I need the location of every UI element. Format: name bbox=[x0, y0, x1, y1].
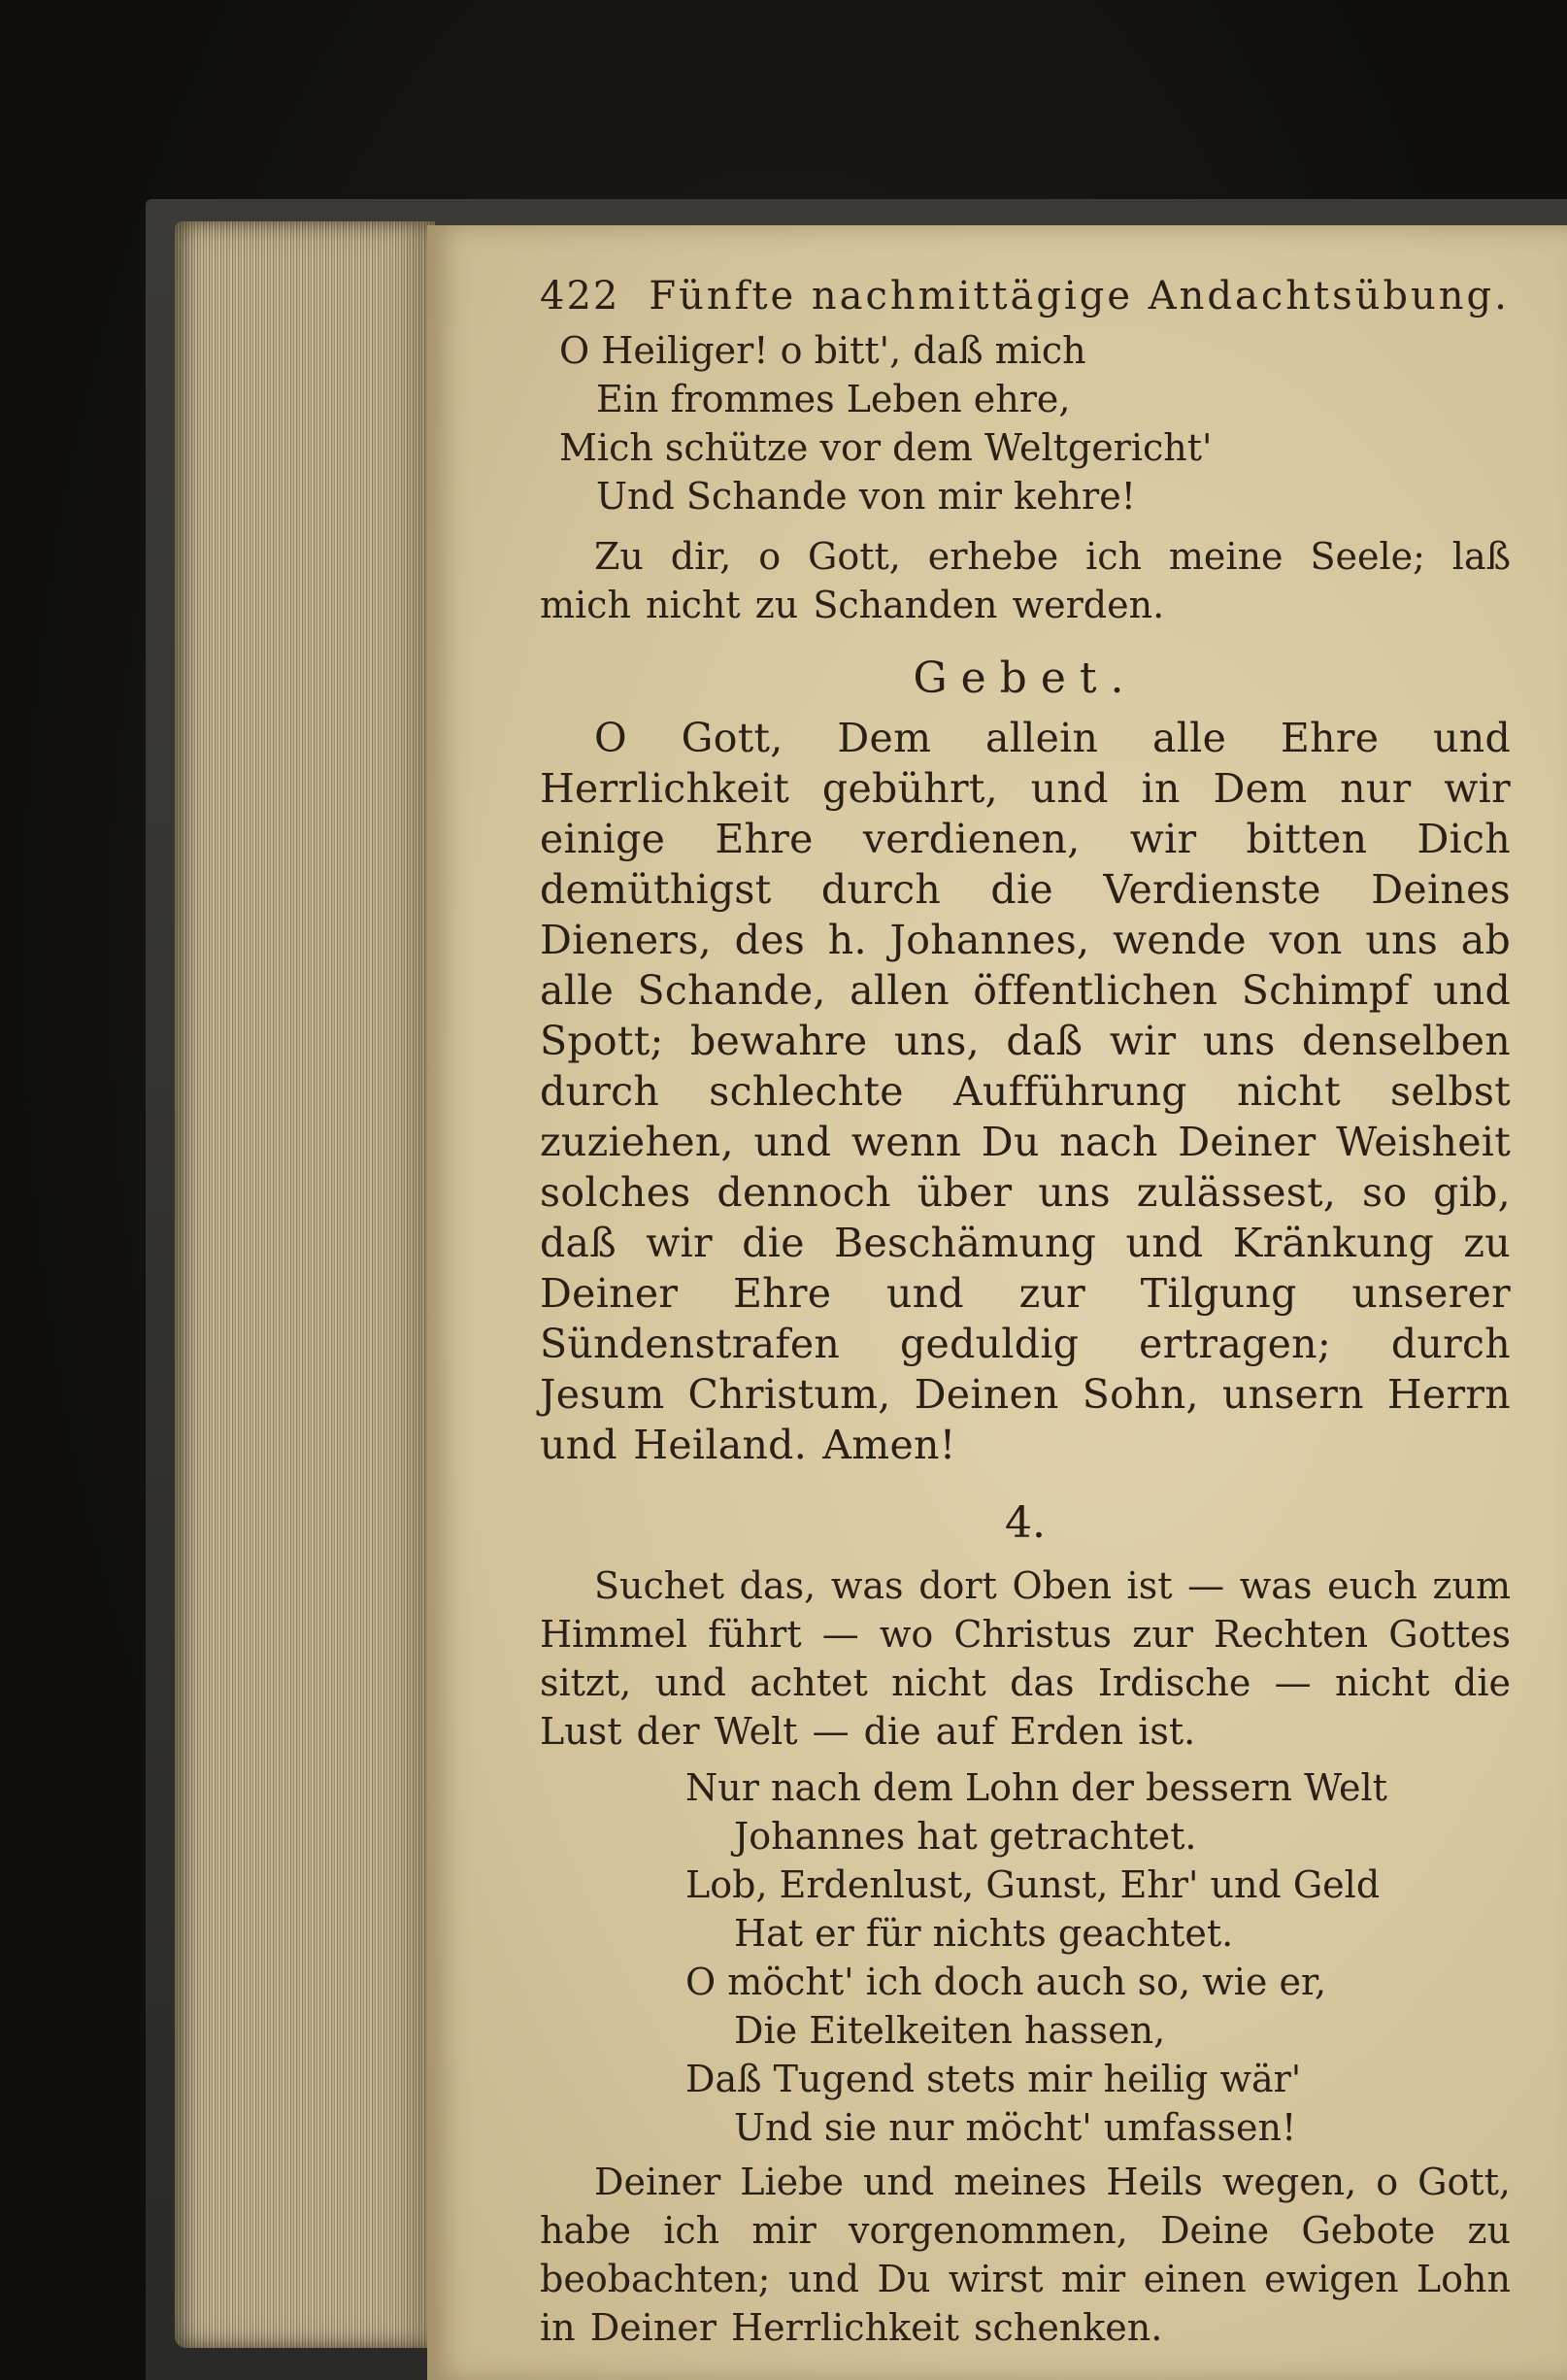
verse-line: Hat er für nichts geachtet. bbox=[734, 1912, 1234, 1955]
paragraph-exhortation: Suchet das, was dort Oben ist — was euch zum Himmel führt — wo Christus zur Rechten Gottes sitzt, und achtet nicht das Irdische — nicht die Lust der Welt — die auf Erden ist. bbox=[540, 1564, 1511, 1753]
verse-line: Ein frommes Leben ehre, bbox=[596, 378, 1071, 420]
verse-line: Nur nach dem Lohn der bessern Welt bbox=[685, 1766, 1387, 1809]
verse-line: Die Eitelkeiten hassen, bbox=[734, 2009, 1166, 2052]
section-number: 4. bbox=[1005, 1498, 1046, 1548]
verse-line: Und Schande von mir kehre! bbox=[596, 475, 1136, 518]
paragraph-psalm: Zu dir, o Gott, erhebe ich meine Seele; laß mich nicht zu Schanden werden. bbox=[540, 535, 1511, 626]
prayer-heading: Gebet. bbox=[913, 654, 1138, 703]
running-head bbox=[540, 272, 1511, 320]
verse-line: Daß Tugend stets mir heilig wär' bbox=[685, 2058, 1302, 2100]
page-fore-edge bbox=[175, 221, 435, 2348]
running-head-title: Fünfte nachmittägige Andachtsübung. bbox=[649, 274, 1510, 318]
verse-line: Lob, Erdenlust, Gunst, Ehr' und Geld bbox=[685, 1863, 1381, 1906]
verse-line: Und sie nur möcht' umfassen! bbox=[734, 2106, 1297, 2149]
paragraph-resolution: Deiner Liebe und meines Heils wegen, o Gott, habe ich mir vorgenommen, Deine Gebote zu beobachten; und Du wirst mir einen ewigen Lohn in Deiner Herrlichkeit schenken. bbox=[540, 2161, 1511, 2349]
verse-stanza-1 bbox=[540, 326, 1511, 520]
paragraph-prayer: O Gott, Dem allein alle Ehre und Herrlichkeit gebührt, und in Dem nur wir einige Ehre verdienen, wir bitten Dich demüthigst durch die Verdienste Deines Dieners, des h. Johannes, wende von uns ab alle Schande, allen öffentlichen Schimpf und Spott; bewahre uns, daß wir uns denselben durch schlechte Aufführung nicht selbst zuziehen, und wenn Du nach Deiner Weisheit solches dennoch über uns zulässest, so gib, daß wir die Beschämung und Kränkung zu Deiner Ehre und zur Tilgung unserer Sündenstrafen geduldig ertragen; durch Jesum Christum, Deinen Sohn, unsern Herrn und Heiland. Amen! bbox=[540, 715, 1511, 1468]
page-text-block bbox=[540, 272, 1511, 2352]
verse-line: Mich schütze vor dem Weltgericht' bbox=[559, 426, 1213, 469]
page-number: 422 bbox=[540, 274, 620, 318]
verse-line: O möcht' ich doch auch so, wie er, bbox=[685, 1961, 1327, 2003]
verse-line: O Heiliger! o bitt', daß mich bbox=[559, 329, 1086, 372]
verse-stanza-2 bbox=[685, 1763, 1511, 2152]
verse-line: Johannes hat getrachtet. bbox=[734, 1815, 1197, 1858]
